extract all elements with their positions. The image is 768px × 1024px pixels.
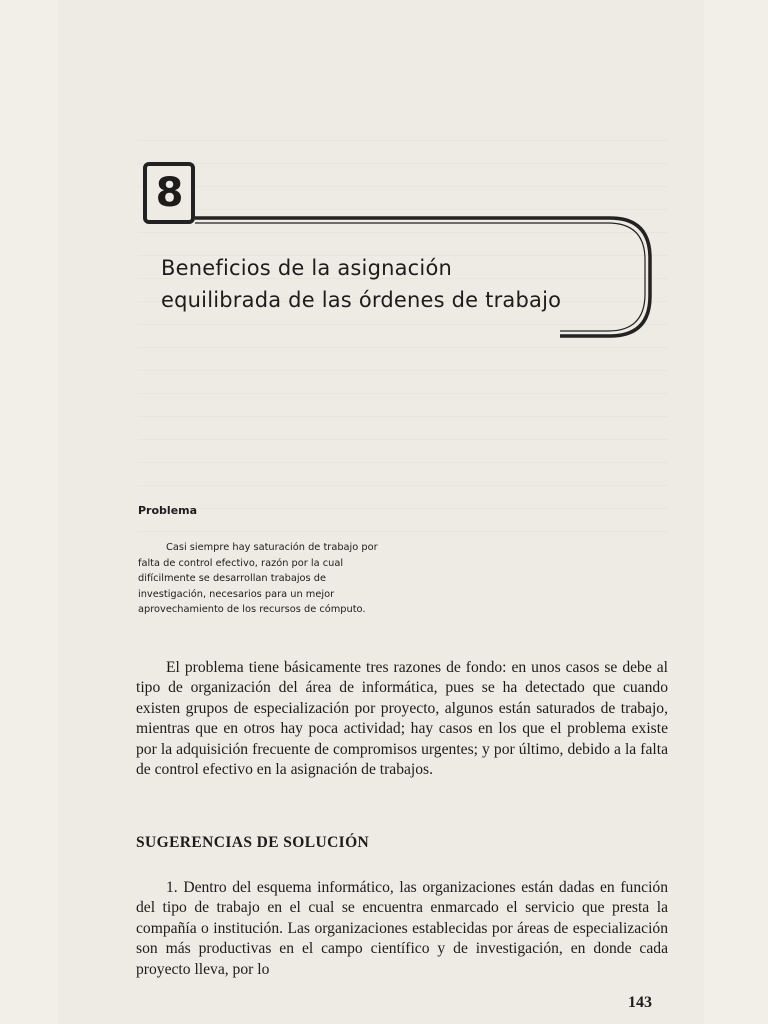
chapter-number: 8 <box>155 170 183 216</box>
chapter-title-line-2: equilibrada de las órdenes de trabajo <box>161 288 562 312</box>
chapter-number-box <box>143 162 195 224</box>
problem-heading: Problema <box>138 504 198 517</box>
section-paragraph-1: 1. Dentro del esquema informático, las organizaciones están dadas en función del tipo de trabajo en el cual se encuentra enmarcado el servicio que presta la compañía o institución. Las organizaciones establecidas por áreas de especialización son más productivas en el campo científico y de investigación, en donde cada proyecto lleva, por lo <box>136 879 668 978</box>
page-number: 143 <box>628 994 652 1011</box>
chapter-title <box>161 252 641 316</box>
section-heading: SUGERENCIAS DE SOLUCIÓN <box>136 834 370 851</box>
chapter-title-line-1: Beneficios de la asignación <box>161 256 453 280</box>
body-paragraph-1: El problema tiene básicamente tres razones de fondo: en unos casos se debe al tipo de organización del área de informática, pues se ha detectado que cuando existen grupos de especialización por proyecto, algunos están saturados de trabajo, mientras que en otros hay poca actividad; hay casos en los que el problema existe por la adquisición frecuente de compromisos urgentes; y por último, debido a la falta de control efectivo en la asignación de trabajos. <box>136 659 668 779</box>
problem-text: Casi siempre hay saturación de trabajo por falta de control efectivo, razón por la cual difícilmente se desarrollan trabajos de investigación, necesarios para un mejor aprovechamiento de los recursos de cómputo. <box>138 542 378 615</box>
